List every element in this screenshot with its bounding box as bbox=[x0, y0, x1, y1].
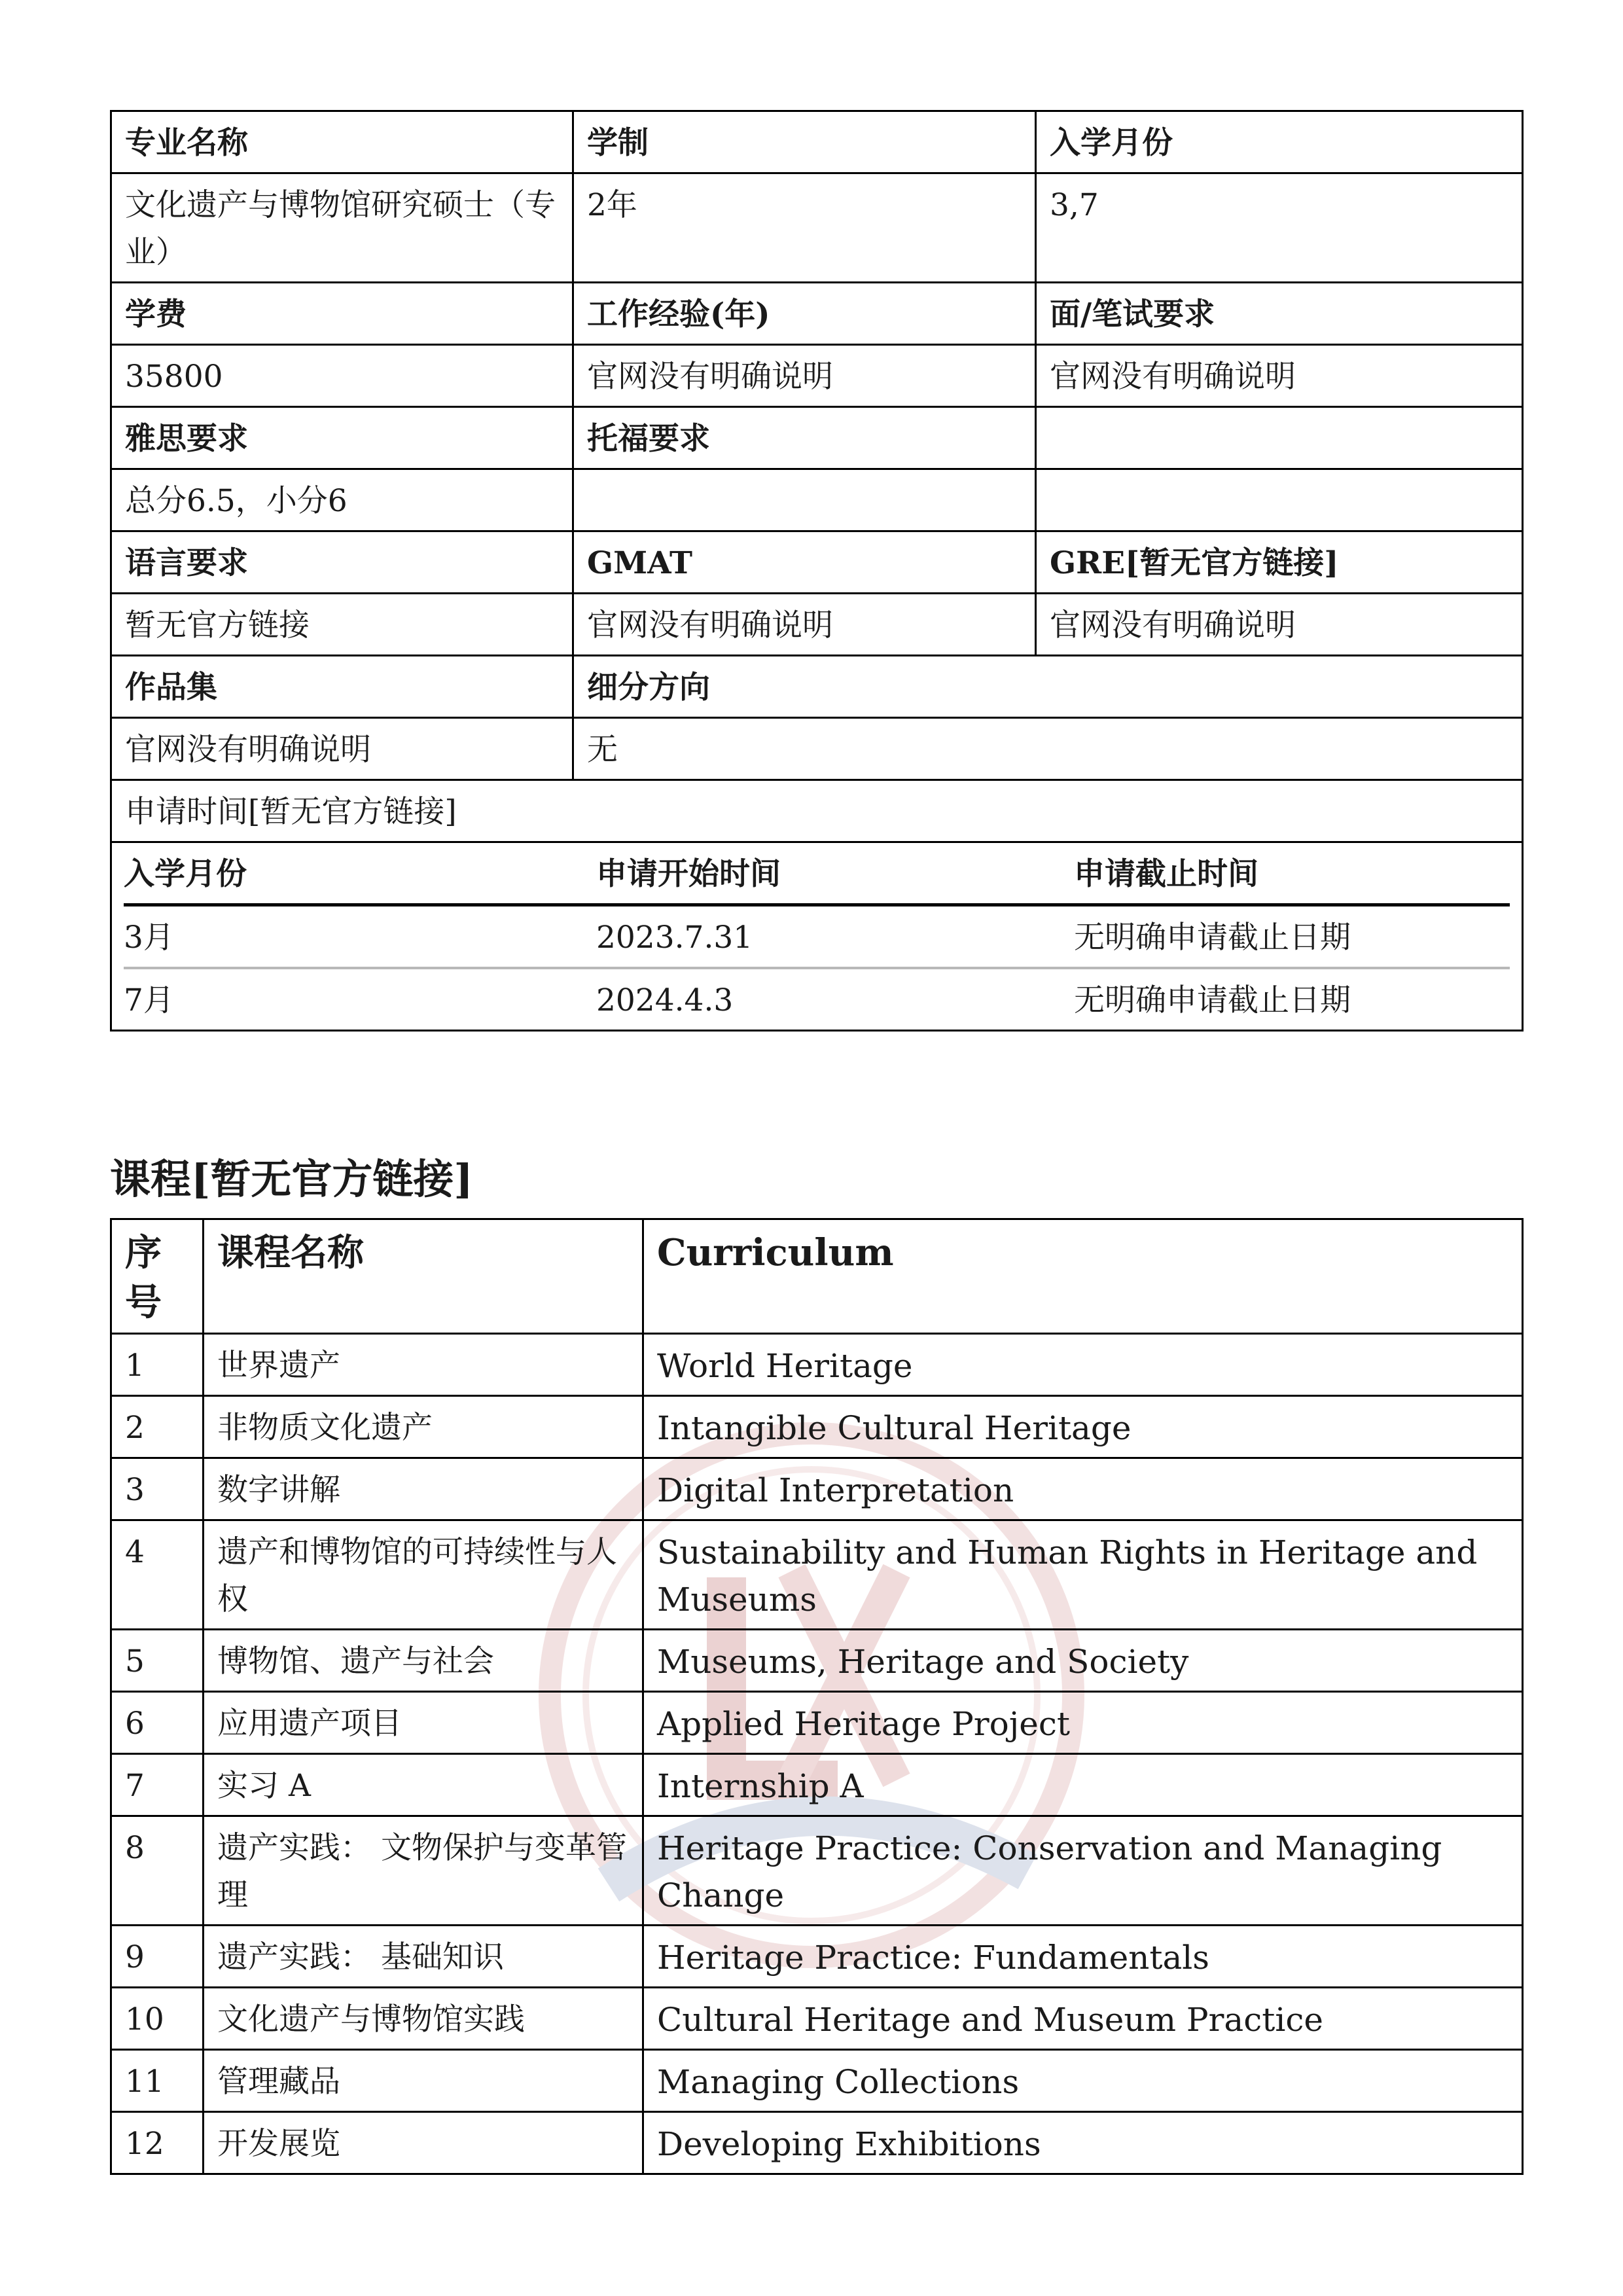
course-curriculum: Sustainability and Human Rights in Heritage and Museums bbox=[643, 1520, 1523, 1630]
table-row bbox=[111, 2050, 1523, 2112]
duration-header: 学制 bbox=[573, 111, 1036, 173]
course-no: 4 bbox=[111, 1520, 204, 1630]
course-curriculum: Developing Exhibitions bbox=[643, 2112, 1523, 2174]
language-value: 暂无官方链接 bbox=[111, 594, 573, 656]
course-no: 6 bbox=[111, 1692, 204, 1754]
course-name-header: 课程名称 bbox=[204, 1219, 643, 1334]
course-curriculum: Internship A bbox=[643, 1754, 1523, 1816]
ielts-header: 雅思要求 bbox=[111, 407, 573, 469]
course-name: 应用遗产项目 bbox=[204, 1692, 643, 1754]
application-schedule bbox=[112, 843, 1522, 1030]
program-name-header: 专业名称 bbox=[111, 111, 573, 173]
table-row bbox=[111, 1754, 1523, 1816]
course-no: 8 bbox=[111, 1816, 204, 1926]
ielts-value: 总分6.5，小分6 bbox=[111, 469, 573, 531]
course-curriculum: Applied Heritage Project bbox=[643, 1692, 1523, 1754]
course-name: 遗产实践： 文物保护与变革管理 bbox=[204, 1816, 643, 1926]
course-name: 开发展览 bbox=[204, 2112, 643, 2174]
table-row bbox=[111, 2112, 1523, 2174]
program-name-value: 文化遗产与博物馆研究硕士（专业） bbox=[111, 173, 573, 283]
schedule-row-1-intake: 3月 bbox=[124, 906, 596, 969]
gre-header: GRE[暂无官方链接] bbox=[1036, 531, 1523, 594]
course-curriculum: Managing Collections bbox=[643, 2050, 1523, 2112]
table-row bbox=[111, 1396, 1523, 1458]
table-row bbox=[111, 1926, 1523, 1988]
interview-value: 官网没有明确说明 bbox=[1036, 345, 1523, 407]
course-curriculum: World Heritage bbox=[643, 1334, 1523, 1396]
table-row bbox=[111, 1458, 1523, 1520]
interview-header: 面/笔试要求 bbox=[1036, 283, 1523, 345]
schedule-header-intake: 入学月份 bbox=[124, 843, 596, 906]
table-row bbox=[111, 1520, 1523, 1630]
table-row bbox=[111, 1334, 1523, 1396]
table-row bbox=[111, 1692, 1523, 1754]
course-curriculum: Heritage Practice: Conservation and Managing Change bbox=[643, 1816, 1523, 1926]
empty-value-cell bbox=[1036, 469, 1523, 531]
specialization-header: 细分方向 bbox=[573, 656, 1523, 718]
schedule-row-1-deadline: 无明确申请截止日期 bbox=[1074, 906, 1510, 969]
table-row bbox=[111, 1630, 1523, 1692]
course-no: 10 bbox=[111, 1988, 204, 2050]
schedule-row-2-intake: 7月 bbox=[124, 982, 174, 1018]
course-curriculum: Museums, Heritage and Society bbox=[643, 1630, 1523, 1692]
course-no: 12 bbox=[111, 2112, 204, 2174]
course-name: 数字讲解 bbox=[204, 1458, 643, 1520]
course-no: 9 bbox=[111, 1926, 204, 1988]
apply-time-label: 申请时间[暂无官方链接] bbox=[111, 780, 1523, 842]
course-no-header: 序号 bbox=[111, 1219, 204, 1334]
courses-title: 课程[暂无官方链接] bbox=[110, 1155, 473, 1203]
schedule-row-2-start: 2024.4.3 bbox=[596, 982, 734, 1018]
course-curriculum: Digital Interpretation bbox=[643, 1458, 1523, 1520]
course-name: 实习 A bbox=[204, 1754, 643, 1816]
gmat-header: GMAT bbox=[573, 531, 1036, 594]
language-header: 语言要求 bbox=[111, 531, 573, 594]
table-row bbox=[111, 1816, 1523, 1926]
program-info-table bbox=[110, 110, 1524, 1031]
empty-header-cell bbox=[1036, 407, 1523, 469]
course-name: 非物质文化遗产 bbox=[204, 1396, 643, 1458]
gre-value: 官网没有明确说明 bbox=[1036, 594, 1523, 656]
course-curriculum: Cultural Heritage and Museum Practice bbox=[643, 1988, 1523, 2050]
course-name: 管理藏品 bbox=[204, 2050, 643, 2112]
tuition-value: 35800 bbox=[111, 345, 573, 407]
experience-header: 工作经验(年) bbox=[573, 283, 1036, 345]
schedule-header-start: 申请开始时间 bbox=[596, 843, 1074, 906]
portfolio-value: 官网没有明确说明 bbox=[111, 718, 573, 780]
intake-header: 入学月份 bbox=[1036, 111, 1523, 173]
curriculum-header: Curriculum bbox=[643, 1219, 1523, 1334]
table-row bbox=[111, 1988, 1523, 2050]
experience-value: 官网没有明确说明 bbox=[573, 345, 1036, 407]
course-curriculum: Intangible Cultural Heritage bbox=[643, 1396, 1523, 1458]
portfolio-header: 作品集 bbox=[111, 656, 573, 718]
schedule-row-2-deadline: 无明确申请截止日期 bbox=[1074, 982, 1351, 1018]
intake-value: 3,7 bbox=[1036, 173, 1523, 283]
course-curriculum: Heritage Practice: Fundamentals bbox=[643, 1926, 1523, 1988]
courses-table bbox=[110, 1218, 1524, 2175]
schedule-header-deadline: 申请截止时间 bbox=[1074, 843, 1510, 906]
course-name: 世界遗产 bbox=[204, 1334, 643, 1396]
tuition-header: 学费 bbox=[111, 283, 573, 345]
duration-value: 2年 bbox=[573, 173, 1036, 283]
toefl-header: 托福要求 bbox=[573, 407, 1036, 469]
course-no: 3 bbox=[111, 1458, 204, 1520]
schedule-cell bbox=[111, 842, 1523, 1031]
course-no: 11 bbox=[111, 2050, 204, 2112]
course-no: 7 bbox=[111, 1754, 204, 1816]
course-no: 1 bbox=[111, 1334, 204, 1396]
schedule-row-1-start: 2023.7.31 bbox=[596, 906, 1074, 969]
course-no: 2 bbox=[111, 1396, 204, 1458]
specialization-value: 无 bbox=[573, 718, 1523, 780]
course-name: 遗产实践： 基础知识 bbox=[204, 1926, 643, 1988]
gmat-value: 官网没有明确说明 bbox=[573, 594, 1036, 656]
course-name: 博物馆、遗产与社会 bbox=[204, 1630, 643, 1692]
course-name: 文化遗产与博物馆实践 bbox=[204, 1988, 643, 2050]
toefl-value bbox=[573, 469, 1036, 531]
course-name: 遗产和博物馆的可持续性与人权 bbox=[204, 1520, 643, 1630]
course-no: 5 bbox=[111, 1630, 204, 1692]
